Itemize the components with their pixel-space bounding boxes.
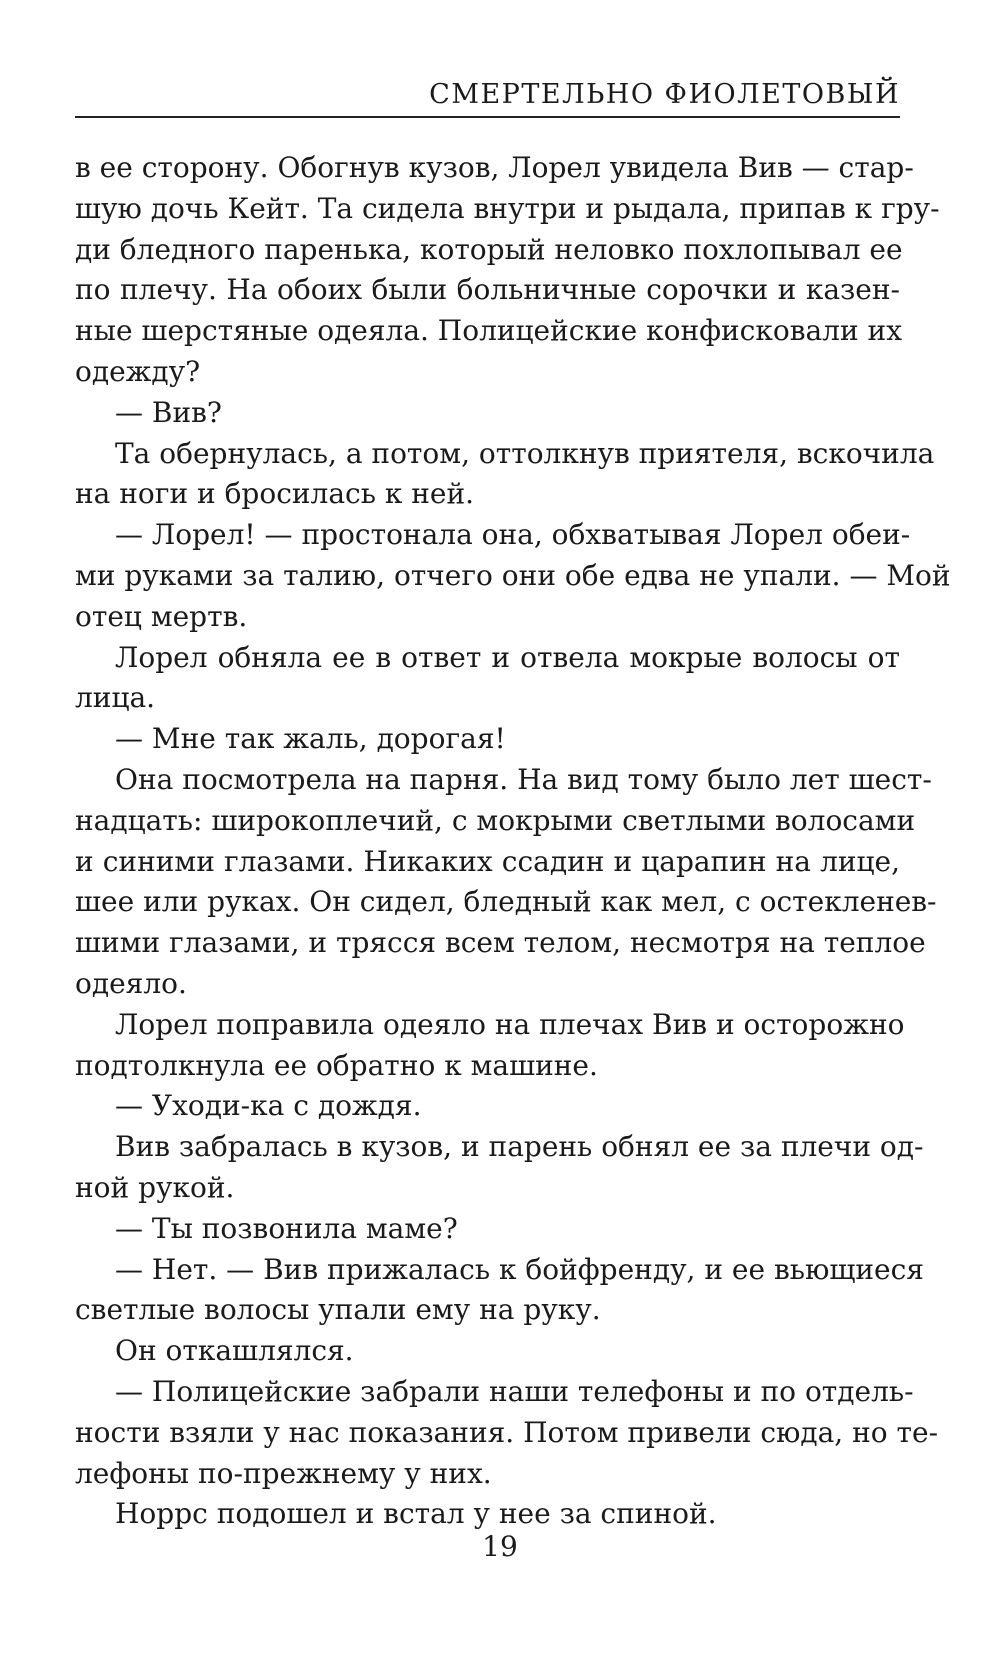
running-head [75, 78, 900, 118]
text-line: шую дочь Кейт. Та сидела внутри и рыдала, припав к гру- [75, 191, 940, 225]
text-line: — Вив? [115, 395, 222, 429]
body-text [75, 148, 951, 1535]
text-line: отец мертв. [75, 599, 248, 633]
text-line: Он откашлялся. [115, 1334, 354, 1368]
text-line: по плечу. На обоих были больничные сорочки и казен- [75, 273, 900, 307]
text-line: ные шерстяные одеяла. Полицейские конфисковали их [75, 314, 902, 348]
text-line: на ноги и бросилась к ней. [75, 477, 475, 511]
text-line: — Мне так жаль, дорогая! [115, 722, 506, 756]
text-line: ной рукой. [75, 1170, 235, 1204]
text-line: и синими глазами. Никаких ссадин и царапин на лице, [75, 844, 900, 878]
text-line: — Уходи-ка с дождя. [115, 1089, 422, 1123]
text-line: Вив забралась в кузов, и парень обнял ее за плечи од- [115, 1130, 924, 1164]
text-line: Она посмотрела на парня. На вид тому было лет шест- [115, 762, 932, 796]
text-line: — Ты позвонила маме? [115, 1211, 458, 1245]
text-line: Норрс подошел и встал у нее за спиной. [115, 1497, 717, 1531]
text-line: Та обернулась, а потом, оттолкнув приятеля, вскочила [115, 436, 935, 470]
text-line: Лорел обняла ее в ответ и отвела мокрые волосы от [115, 640, 900, 674]
text-line: одежду? [75, 354, 201, 388]
text-line: — Нет. — Вив прижалась к бойфренду, и ее вьющиеся [115, 1252, 924, 1286]
text-line: лефоны по-прежнему у них. [75, 1456, 492, 1490]
text-line: одеяло. [75, 966, 187, 1000]
text-line: в ее сторону. Обогнув кузов, Лорел увидела Вив — стар- [75, 151, 914, 184]
text-line: — Полицейские забрали наши телефоны и по отдель- [115, 1374, 914, 1408]
text-line: подтолкнула ее обратно к машине. [75, 1048, 598, 1082]
text-line: ди бледного паренька, который неловко похлопывал ее [75, 232, 903, 266]
running-head-title: СМЕРТЕЛЬНО ФИОЛЕТОВЫЙ [429, 79, 900, 110]
text-line: шими глазами, и трясся всем телом, несмотря на теплое [75, 926, 926, 960]
text-line: надцать: широкоплечий, с мокрыми светлыми волосами [75, 803, 916, 837]
text-line: шее или руках. Он сидел, бледный как мел, с остекленев- [75, 885, 937, 919]
text-line: ности взяли у нас показания. Потом привели сюда, но те- [75, 1415, 939, 1449]
text-line: Лорел поправила одеяло на плечах Вив и осторожно [115, 1007, 905, 1041]
text-line: ми руками за талию, отчего они обе едва не упали. — Мой [75, 558, 951, 592]
text-line: лица. [75, 681, 156, 715]
page-number: 19 [482, 1530, 518, 1563]
text-line: светлые волосы упали ему на руку. [75, 1293, 601, 1327]
text-line: — Лорел! — простонала она, обхватывая Лорел обеи- [115, 518, 911, 552]
